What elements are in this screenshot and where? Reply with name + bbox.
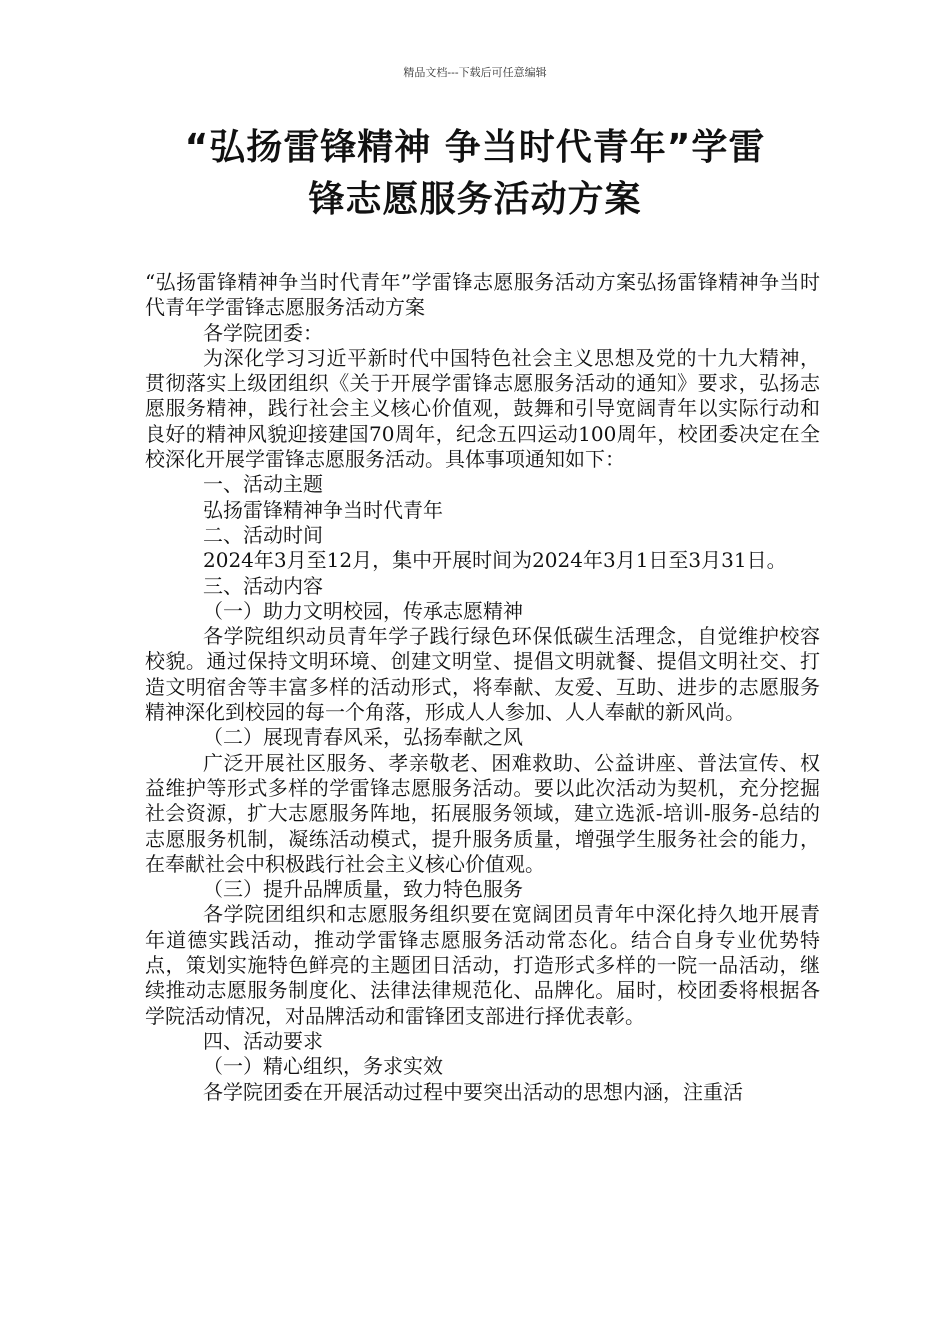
document-body — [145, 270, 820, 1105]
paragraph: 弘扬雷锋精神争当时代青年 — [203, 497, 443, 522]
section-heading: 二、活动时间 — [203, 522, 323, 547]
subsection-heading: （一）助力文明校园，传承志愿精神 — [203, 598, 523, 623]
paragraph: 广泛开展社区服务、孝亲敬老、困难救助、公益讲座、普法宣传、权益维护等形式多样的学雷锋志愿服务活动。要以此次活动为契机，充分挖掘社会资源，扩大志愿服务阵地，拓展服务领域，建立选派-培训-服务-总结的志愿服务机制，凝练活动模式，提升服务质量，增强学生服务社会的能力，在奉献社会中积极践行社会主义核心价值观。 — [145, 750, 820, 876]
paragraph: 各学院组织动员青年学子践行绿色环保低碳生活理念，自觉维护校容校貌。通过保持文明环境、创建文明堂、提倡文明就餐、提倡文明社交、打造文明宿舍等丰富多样的活动形式，将奉献、友爱、互助、进步的志愿服务精神深化到校园的每一个角落，形成人人参加、人人奉献的新风尚。 — [145, 624, 820, 725]
salutation: 各学院团委： — [203, 320, 323, 345]
subsection-heading: （二）展现青春风采，弘扬奉献之风 — [203, 725, 523, 750]
section-heading: 三、活动内容 — [203, 573, 323, 598]
intro-paragraph: “弘扬雷锋精神争当时代青年”学雷锋志愿服务活动方案弘扬雷锋精神争当时代青年学雷锋志愿服务活动方案 — [145, 270, 820, 320]
paragraph: 各学院团委在开展活动过程中要突出活动的思想内涵，注重活 — [203, 1079, 743, 1104]
section-heading: 四、活动要求 — [203, 1028, 323, 1053]
title-line-2: 锋志愿服务活动方案 — [308, 179, 642, 220]
page-header: 精品文档---下载后可任意编辑 — [403, 66, 547, 79]
paragraph: 为深化学习习近平新时代中国特色社会主义思想及党的十九大精神，贯彻落实上级团组织《关于开展学雷锋志愿服务活动的通知》要求，弘扬志愿服务精神，践行社会主义核心价值观，鼓舞和引导宽阔青年以实际行动和良好的精神风貌迎接建国70周年，纪念五四运动100周年，校团委决定在全校深化开展学雷锋志愿服务活动。具体事项通知如下： — [145, 345, 820, 472]
subsection-heading: （三）提升品牌质量，致力特色服务 — [203, 877, 523, 902]
paragraph: 2024年3月至12月，集中开展时间为2024年3月1日至3月31日。 — [203, 548, 787, 573]
document-title — [150, 122, 800, 226]
paragraph: 各学院团组织和志愿服务组织要在宽阔团员青年中深化持久地开展青年道德实践活动，推动学雷锋志愿服务活动常态化。结合自身专业优势特点，策划实施特色鲜亮的主题团日活动，打造形式多样的一院一品活动，继续推动志愿服务制度化、法律法律规范化、品牌化。届时，校团委将根据各学院活动情况，对品牌活动和雷锋团支部进行择优表彰。 — [145, 902, 820, 1028]
subsection-heading: （一）精心组织，务求实效 — [203, 1054, 443, 1079]
title-line-1: “弘扬雷锋精神 争当时代青年”学雷 — [184, 127, 766, 168]
section-heading: 一、活动主题 — [203, 472, 323, 497]
